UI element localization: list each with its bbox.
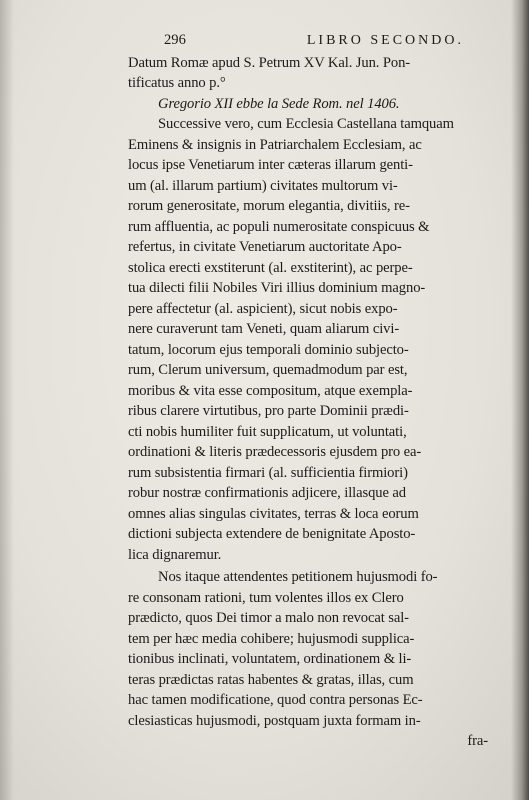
catchword: fra- — [467, 733, 488, 749]
text-line: cti nobis humiliter fuit supplicatum, ut voluntati, — [128, 423, 407, 440]
text-line: re consonam rationi, tum volentes illos ex Clero — [128, 589, 404, 606]
text-line: um (al. illarum partium) civitates multorum vi- — [128, 177, 398, 194]
text-line: tionibus inclinati, voluntatem, ordinationem & li- — [128, 651, 412, 667]
text-line: stolica erecti exstiterunt (al. exstiterint), ac perpe- — [128, 259, 413, 276]
page-edge-shadow — [511, 0, 529, 800]
italian-note: Gregorio XII ebbe la Sede Rom. nel 1406. — [158, 95, 400, 112]
text-line: rum, Clerum universum, quemadmodum par est, — [128, 362, 408, 378]
text-line: Successive vero, cum Ecclesia Castellana tamquam — [158, 116, 454, 132]
page-gutter-shadow — [0, 0, 14, 800]
text-line: tua dilecti filii Nobiles Viri illius dominium magno- — [128, 280, 426, 296]
paragraph-2 — [128, 567, 508, 752]
text-line: rum affluentia, ac populi numerositate conspicuus & — [128, 218, 430, 235]
text-line: refertus, in civitate Venetiarum auctoritate Apo- — [128, 239, 402, 255]
text-line: prædicto, quos Dei timor a malo non revocat sal- — [128, 610, 409, 626]
text-line: dictioni subjecta extendere de benignitate Aposto- — [128, 526, 416, 542]
text-line: Eminens & insignis in Patriarchalem Ecclesiam, ac — [128, 136, 422, 153]
text-block — [128, 30, 508, 752]
opening-lines — [128, 53, 508, 94]
text-line: teras prædictas ratas habentes & gratas, illas, cum — [128, 671, 414, 688]
text-line: locus ipse Venetiarum inter cæteras illarum genti- — [128, 157, 413, 173]
paragraph-1 — [128, 114, 508, 565]
text-line: Datum Romæ apud S. Petrum XV Kal. Jun. Pon- — [128, 54, 411, 71]
text-line: lica dignaremur. — [128, 546, 222, 563]
text-line: omnes alias singulas civitates, terras & loca eorum — [128, 505, 419, 522]
page-number: 296 — [164, 32, 186, 48]
text-line: tem per hæc media cohibere; hujusmodi supplica- — [128, 630, 415, 647]
text-line: robur nostræ confirmationis adjicere, illasque ad — [128, 485, 406, 501]
text-line: pere affectetur (al. aspicient), sicut nobis expo- — [128, 300, 398, 317]
text-line: nere curaverunt tam Veneti, quam aliarum civi- — [128, 321, 400, 337]
text-line: moribus & vita esse compositum, atque exempla- — [128, 382, 413, 399]
text-line: ribus clarere virtutibus, pro parte Dominii prædi- — [128, 403, 409, 419]
text-line: rorum generositate, morum elegantia, divitiis, re- — [128, 198, 410, 214]
text-line: tificatus anno p.° — [128, 75, 226, 91]
text-line: Nos itaque attendentes petitionem hujusmodi fo- — [158, 569, 438, 585]
running-header — [164, 30, 464, 52]
text-line: hac tamen modificatione, quod contra personas Ec- — [128, 692, 423, 708]
text-line: tatum, locorum ejus temporali dominio subjecto- — [128, 341, 409, 358]
text-line: clesiasticas hujusmodi, postquam juxta formam in- — [128, 712, 421, 729]
running-title: LIBRO SECONDO. — [306, 33, 464, 48]
text-line: ordinationi & literis prædecessoris ejusdem pro ea- — [128, 444, 422, 460]
text-line: rum subsistentia firmari (al. sufficientia firmiori) — [128, 464, 408, 481]
